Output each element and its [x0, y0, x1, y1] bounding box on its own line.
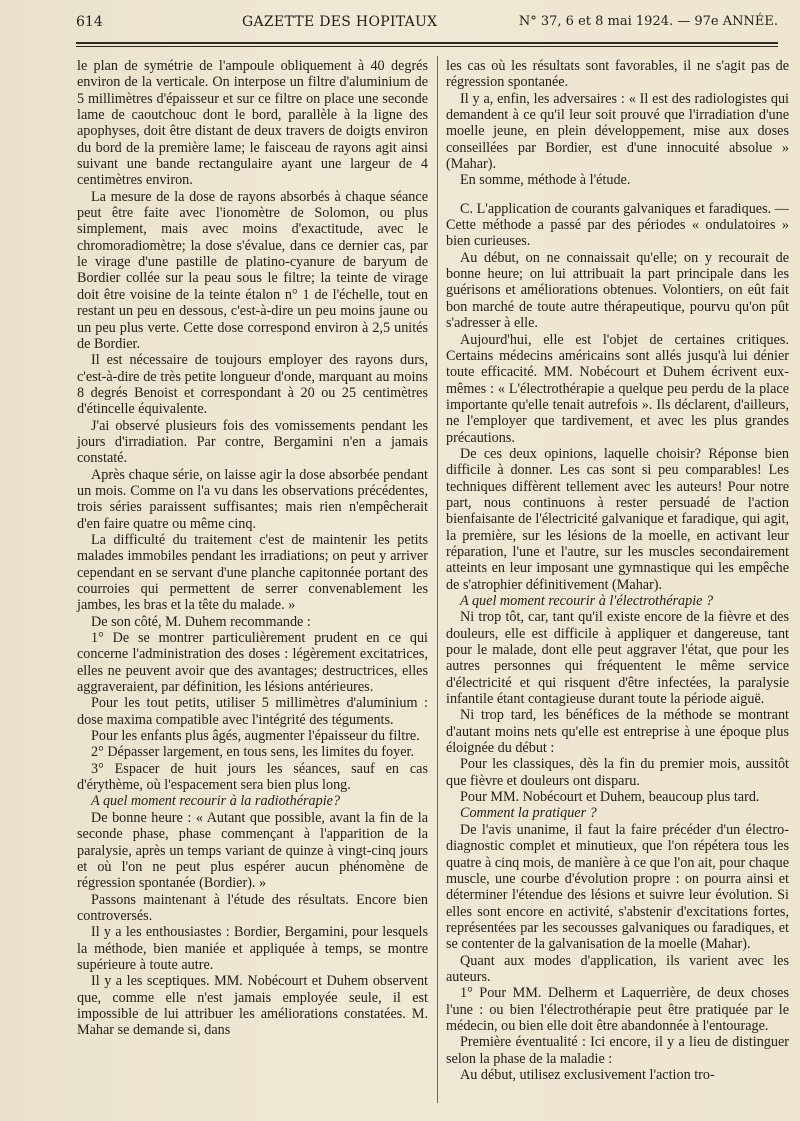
paragraph: Pour les tout petits, utiliser 5 millimètres d'aluminium : dose maxima compatible avec l'intégrité des téguments.: [77, 695, 428, 728]
paragraph: Il y a les sceptiques. MM. Nobécourt et Duhem observent que, comme elle n'est jamais employée seule, il est impossible de lui attribuer les améliorations constatées. M. Mahar se demande si, dans: [77, 973, 428, 1039]
paragraph: Après chaque série, on laisse agir la dose absorbée pendant un mois. Comme on l'a vu dans les observations précédentes, trois séries paraissent suffisantes; mais rien n'empêcherait d'en faire quatre ou même cinq.: [77, 466, 428, 532]
paragraph: Il y a les enthousiastes : Bordier, Bergamini, pour lesquels la méthode, bien maniée et appliquée à temps, se montre supérieure à toute autre.: [77, 924, 428, 973]
paragraph: Il y a, enfin, les adversaires : « Il est des radiologistes qui demandent à ce qu'il leur soit prouvé que l'irradiation d'une moelle jeune, en plein développement, mise aux doses conseillées par Bordier, est d'une innocuité absolue » (Mahar).: [446, 90, 789, 173]
paragraph: Pour les classiques, dès la fin du premier mois, aussitôt que fièvre et douleurs ont disparu.: [446, 756, 789, 789]
paragraph: Au début, utilisez exclusivement l'action tro-: [460, 1066, 715, 1083]
paragraph: Pour MM. Nobécourt et Duhem, beaucoup plus tard.: [460, 789, 760, 806]
paragraph: La mesure de la dose de rayons absorbés à chaque séance peut être faite avec l'ionomètre de Solomon, ou plus simplement, mais avec moins d'exactitude, avec le chromoradiomètre; la dose s'évalue, dans ce dernier cas, par le virage d'une pastille de platino-cyanure de baryum de Bordier collée sur la peau sous le filtre; la teinte de virage doit être voisine de la teinte étalon n° 1 de l'échelle, tout en restant un peu en dessous, c'est-à-dire un peu moins jaune ou un peu plus verte. Cette dose correspond environ à 2,5 unités de Bordier.: [77, 188, 428, 352]
paragraph: Pour les enfants plus âgés, augmenter l'épaisseur du filtre.: [91, 728, 420, 745]
paragraph: les cas où les résultats sont favorables, il ne s'agit pas de régression spontanée.: [446, 58, 789, 91]
paragraph: Ni trop tôt, car, tant qu'il existe encore de la fièvre et des douleurs, elle est difficile à appliquer et dangereuse, tant pour le malade, dont elle peut aggraver l'état, que pour les autres personnes qui fréquentent le même service d'électricité et qui risquent d'être infectées, la paralysie infantile étant contagieuse durant toute la période aiguë.: [446, 609, 789, 708]
italic-subheading: Comment la pratiquer ?: [460, 805, 597, 822]
italic-subheading: A quel moment recourir à l'électrothérapie ?: [460, 593, 714, 609]
paragraph: 3° Espacer de huit jours les séances, sauf en cas d'érythème, où l'espacement sera bien plus long.: [77, 760, 428, 794]
paragraph: Il est nécessaire de toujours employer des rayons durs, c'est-à-dire de très petite longueur d'onde, marquant au moins 8 degrés Benoist et correspondant à 20 ou 25 centimètres d'étincelle équivalente.: [77, 352, 428, 418]
section-heading-paragraph: C. L'application de courants galvaniques et faradiques. — Cette méthode a passé par des périodes « ondulatoires » bien curieuses.: [446, 200, 789, 250]
paragraph: Ni trop tard, les bénéfices de la méthode se montrant d'autant moins nets qu'elle est entreprise à une époque plus éloignée du début :: [446, 707, 789, 757]
left-column: [77, 58, 428, 1039]
paragraph: De ces deux opinions, laquelle choisir? Réponse bien difficile à donner. Les cas sont si peu comparables! Les techniques diffèrent tellement avec les auteurs! Pour notre part, nous continuons à rester persuadé de l'action bienfaisante de l'électricité galvanique et faradique, qui agit, la première, sur les lésions de la moelle, en activant leur réparation, l'une et l'autre, sur les muscles secondairement atteints en leur imposant une gymnastique qui les empêche de s'atrophier définitivement (Mahar).: [446, 445, 789, 593]
page-number: 614: [76, 14, 103, 30]
journal-title: GAZETTE DES HOPITAUX: [242, 14, 438, 30]
paragraph: De son côté, M. Duhem recommande :: [91, 613, 311, 630]
paragraph: Au début, on ne connaissait qu'elle; on y recourait de bonne heure; on lui attribuait la part principale dans les guérisons et améliorations obtenues. Volontiers, on eût fait bon marché de toute autre thérapeutique, pourvu qu'on pût s'adresser à elle.: [446, 249, 789, 332]
header-rule-thin: [76, 46, 778, 47]
paragraph: En somme, méthode à l'étude.: [460, 172, 631, 189]
header-rule: [76, 42, 778, 44]
page-header: [76, 14, 778, 36]
paragraph: De bonne heure : « Autant que possible, avant la fin de la seconde phase, phase commençant à l'apparition de la paralysie, après un temps variant de quinze à vingt-cinq jours et où l'on ne peut plus espérer aucun phénomène de régression spontanée (Bordier). »: [77, 809, 428, 892]
column-separator: [437, 56, 438, 1103]
paragraph: Première éventualité : Ici encore, il y a lieu de distinguer selon la phase de la maladie :: [446, 1034, 789, 1067]
paragraph: 1° Pour MM. Delherm et Laquerrière, de deux choses l'une : ou bien l'électrothérapie peut être pratiquée par le médecin, ou bien elle doit être abandonnée à l'entourage.: [446, 985, 789, 1034]
italic-subheading: A quel moment recourir à la radiothérapie?: [91, 793, 341, 810]
paragraph: La difficulté du traitement c'est de maintenir les petits malades immobiles pendant les irradiations; on peut y arriver cependant en se servant d'une planche capitonnée portant des courroies qui permettent de serrer convenablement les jambes, les bras et la tête du malade. »: [77, 531, 428, 614]
paragraph: 2° Dépasser largement, en tous sens, les limites du foyer.: [91, 744, 414, 761]
paragraph: 1° De se montrer particulièrement prudent en ce qui concerne l'administration des doses : légèrement excitatrices, elles ne peuvent avoir que des avantages; destructrices, elles aggraveraient, par définition, les lésions antérieures.: [77, 630, 428, 696]
paragraph: Quant aux modes d'application, ils varient avec les auteurs.: [446, 952, 789, 985]
issue-info: N° 37, 6 et 8 mai 1924. — 97e ANNÉE.: [518, 14, 778, 29]
paragraph: le plan de symétrie de l'ampoule obliquement à 40 degrés environ de la verticale. On interpose un filtre d'aluminium de 5 millimètres d'épaisseur et sur ce filtre on place une seconde lame de caoutchouc dont le bord, parallèle à la ligne des apophyses, doit être distant de deux travers de doigts environ du bord de la première lame; le faisceau de rayons agit ainsi suivant une bande rectangulaire ayant une largeur de 4 centimètres environ.: [77, 58, 428, 189]
right-column: [446, 58, 789, 1083]
paragraph: Aujourd'hui, elle est l'objet de certaines critiques. Certains médecins américains sont allés jusqu'à lui dénier toute efficacité. MM. Nobécourt et Duhem écrivent eux-mêmes : « L'électrothérapie a quelque peu perdu de la place importante qu'elle tenait autrefois ». Ils déclarent, d'ailleurs, ne l'employer que tardivement, et avec les plus grandes précautions.: [446, 331, 789, 446]
paragraph: De l'avis unanime, il faut la faire précéder d'un électro-diagnostic complet et minutieux, que l'on répétera tous les quatre à cinq mois, de manière à ce que l'on ait, pour chaque muscle, une courbe d'évolution propre : on pourra ainsi et déterminer l'étendue des lésions et suivre leur évolution. Si elles sont encore en activité, s'abstenir d'excitations fortes, représentées par les secousses galvaniques ou faradiques, et se contenter de la galvanisation de la moelle (Mahar).: [446, 821, 789, 953]
paragraph: J'ai observé plusieurs fois des vomissements pendant les jours d'irradiation. Par contre, Bergamini n'en a jamais constaté.: [77, 417, 428, 467]
paragraph: Passons maintenant à l'étude des résultats. Encore bien controversés.: [77, 891, 428, 924]
